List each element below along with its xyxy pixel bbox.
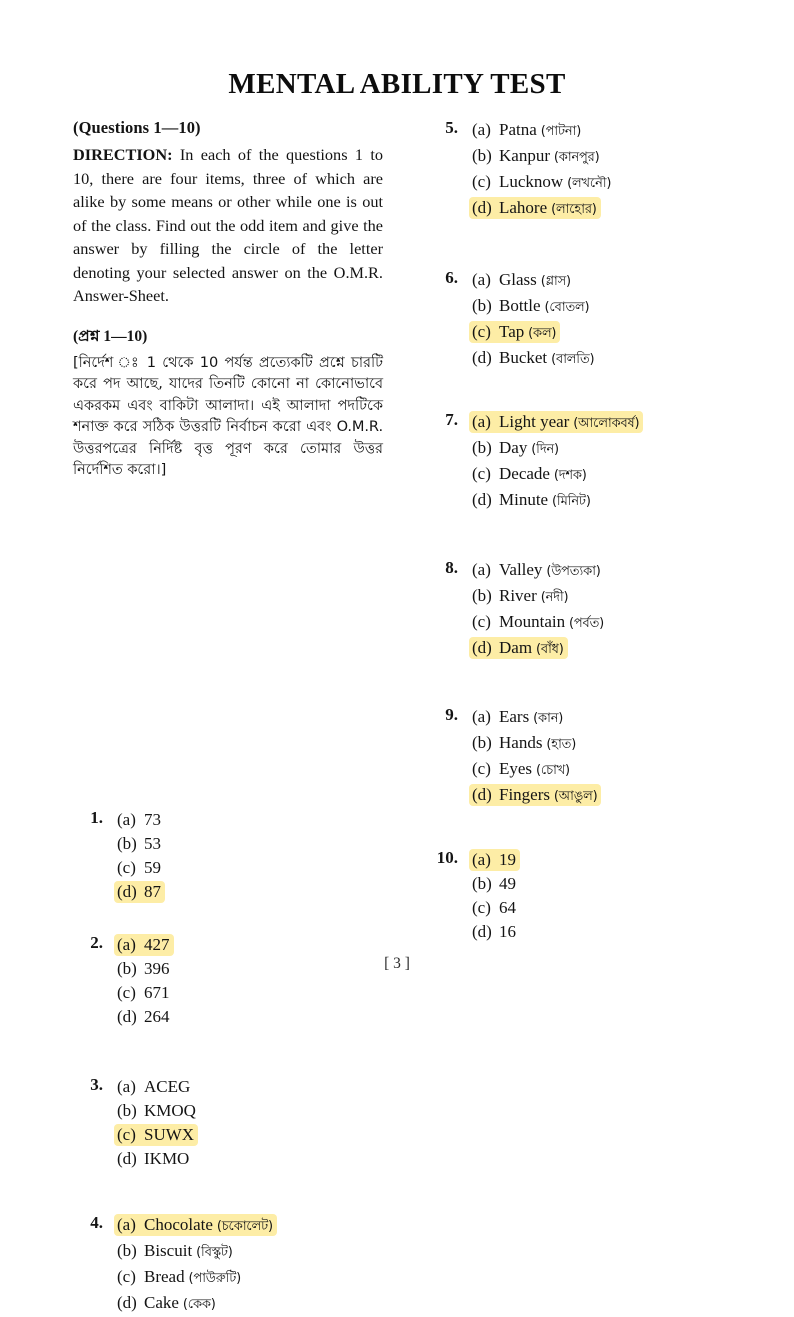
option-text: Biscuit (144, 1240, 193, 1260)
option-letter: (c) (472, 898, 491, 917)
answer-highlight (469, 637, 568, 659)
option-list (117, 808, 383, 904)
option-letter: (d) (117, 881, 137, 901)
option-text: Ears (499, 707, 530, 726)
option-row[interactable] (472, 118, 728, 144)
option-row[interactable] (472, 558, 728, 584)
option-content (114, 1240, 237, 1262)
option-letter: (a) (472, 707, 491, 726)
answer-highlight (469, 197, 601, 219)
option-letter: (c) (117, 982, 136, 1002)
option-letter: (b) (117, 1100, 137, 1120)
option-row[interactable] (117, 1291, 383, 1317)
option-text-bengali: (বোতল) (540, 300, 590, 315)
option-text: Chocolate (144, 1214, 213, 1234)
option-text: Cake (144, 1292, 179, 1312)
option-text: 671 (144, 982, 170, 1002)
option-letter: (a) (472, 412, 491, 431)
option-list (472, 705, 728, 809)
option-text: Fingers (499, 785, 550, 804)
option-list (117, 933, 383, 1029)
option-row[interactable] (472, 731, 728, 757)
option-letter: (d) (472, 348, 492, 367)
option-text-bengali: (কল) (524, 326, 557, 341)
option-text-bengali: (পর্বত) (565, 616, 604, 631)
question-number: 9. (445, 705, 458, 724)
option-letter: (b) (472, 586, 492, 605)
direction-text: In each of the questions 1 to 10, there are four items, three of which are alike by some means or other while one is out of the class. Find out the odd item and give the answer by filling the circle of the letter denoting your selected answer on the O.M.R. Answer-Sheet. (73, 145, 383, 305)
question-block (73, 1213, 383, 1317)
question-number: 1. (90, 807, 103, 827)
option-text: ACEG (144, 1076, 191, 1096)
option-row[interactable] (117, 1265, 383, 1291)
option-row[interactable] (472, 170, 728, 196)
option-text-bengali: (কেক) (178, 1296, 216, 1312)
option-content (469, 559, 605, 581)
option-text: Mountain (499, 612, 566, 631)
option-row[interactable] (117, 1123, 383, 1147)
option-letter: (c) (472, 322, 491, 341)
option-text: Eyes (499, 759, 533, 778)
option-text-bengali: (দশক) (549, 468, 587, 483)
option-row[interactable] (117, 1075, 383, 1099)
option-text: 73 (144, 809, 161, 829)
option-row[interactable] (117, 880, 383, 904)
option-letter: (b) (472, 874, 492, 893)
option-text-bengali: (নদী) (536, 590, 569, 605)
option-letter: (d) (472, 198, 492, 217)
option-letter: (d) (472, 490, 492, 509)
option-letter: (a) (472, 270, 491, 289)
option-row[interactable] (117, 1239, 383, 1265)
option-row[interactable] (472, 346, 728, 372)
option-text-bengali: (উপত্যকা) (542, 564, 601, 579)
option-text-bengali: (লাহোর) (547, 202, 597, 217)
option-row[interactable] (117, 981, 383, 1005)
option-letter: (b) (117, 1240, 137, 1260)
option-row[interactable] (472, 920, 728, 944)
questions-range-heading: (Questions 1—10) (73, 118, 201, 137)
option-content (469, 921, 520, 943)
option-content (469, 145, 603, 167)
question-number: 6. (445, 268, 458, 287)
option-row[interactable] (472, 410, 728, 436)
option-content (469, 171, 615, 193)
answer-highlight (469, 411, 643, 433)
option-content (114, 809, 165, 831)
question-number: 7. (445, 410, 458, 429)
option-text: 16 (499, 922, 516, 941)
option-row[interactable] (472, 462, 728, 488)
option-text: Minute (499, 490, 549, 509)
option-letter: (b) (472, 146, 492, 165)
option-letter: (a) (117, 934, 136, 954)
option-text-bengali: (দিন) (527, 442, 559, 457)
question-block (73, 808, 383, 904)
question-block (428, 410, 728, 514)
option-text: Lahore (499, 198, 548, 217)
option-text: IKMO (144, 1148, 190, 1168)
option-text: Decade (499, 464, 550, 483)
option-letter: (d) (117, 1148, 137, 1168)
option-letter: (c) (472, 612, 491, 631)
option-content (469, 269, 575, 291)
option-row[interactable] (472, 757, 728, 783)
question-block (428, 848, 728, 944)
option-row[interactable] (117, 1213, 383, 1239)
option-content (469, 873, 520, 895)
answer-highlight (114, 1214, 277, 1236)
option-letter: (d) (117, 1006, 137, 1026)
left-column (73, 118, 383, 1312)
option-content (469, 347, 598, 369)
option-text: Kanpur (499, 146, 550, 165)
option-text-bengali: (চকোলেট) (212, 1218, 273, 1234)
direction-paragraph (73, 143, 383, 308)
option-row[interactable] (472, 294, 728, 320)
option-text-bengali: (হাত) (542, 737, 577, 752)
question-number: 4. (90, 1212, 103, 1232)
option-text: Day (499, 438, 528, 457)
option-letter: (c) (117, 857, 136, 877)
option-content (114, 857, 165, 879)
option-content (469, 732, 580, 754)
option-letter: (a) (117, 809, 136, 829)
option-text: Patna (499, 120, 537, 139)
option-list (472, 558, 728, 662)
option-content (469, 463, 591, 485)
option-list (472, 848, 728, 944)
option-list (472, 268, 728, 372)
option-content (114, 1006, 174, 1028)
option-text-bengali: (বিস্কুট) (192, 1244, 233, 1260)
answer-highlight (114, 1124, 198, 1146)
question-block (428, 118, 728, 222)
option-text: SUWX (144, 1124, 195, 1144)
option-content (469, 585, 572, 607)
option-row[interactable] (117, 1005, 383, 1029)
answer-highlight (114, 881, 165, 903)
answer-highlight (469, 321, 560, 343)
question-number: 5. (445, 118, 458, 137)
option-text: 64 (499, 898, 516, 917)
option-content (114, 1076, 194, 1098)
option-text-bengali: (চোখ) (532, 763, 570, 778)
option-row[interactable] (472, 636, 728, 662)
option-content (469, 758, 574, 780)
option-text: Light year (499, 412, 570, 431)
option-text-bengali: (বাঁধ) (532, 642, 564, 657)
option-text: KMOQ (144, 1100, 196, 1120)
option-content (114, 833, 165, 855)
option-letter: (a) (472, 120, 491, 139)
option-letter: (b) (472, 438, 492, 457)
option-list (117, 1075, 383, 1171)
option-letter: (a) (117, 1076, 136, 1096)
option-row[interactable] (117, 808, 383, 832)
option-list (472, 118, 728, 222)
option-content (469, 706, 567, 728)
option-text-bengali: (লখনৌ) (563, 176, 612, 191)
option-text: Tap (499, 322, 525, 341)
option-letter: (b) (472, 733, 492, 752)
option-text: 53 (144, 833, 161, 853)
option-letter: (c) (472, 172, 491, 191)
question-block (428, 558, 728, 662)
option-letter: (a) (472, 850, 491, 869)
option-letter: (c) (472, 759, 491, 778)
option-row[interactable] (117, 1147, 383, 1171)
option-text: 427 (144, 934, 170, 954)
option-content (114, 1292, 220, 1314)
bengali-questions-heading: (প্রশ্ন 1—10) (73, 327, 148, 345)
option-row[interactable] (117, 832, 383, 856)
option-row[interactable] (472, 783, 728, 809)
answer-highlight (114, 934, 174, 956)
option-text: 396 (144, 958, 170, 978)
option-text: Valley (499, 560, 543, 579)
option-letter: (c) (117, 1124, 136, 1144)
option-text: 59 (144, 857, 161, 877)
option-letter: (b) (117, 958, 137, 978)
option-content (114, 982, 174, 1004)
option-row[interactable] (117, 933, 383, 957)
option-letter: (c) (117, 1266, 136, 1286)
option-text-bengali: (আলোকবর্ষ) (569, 416, 640, 431)
option-letter: (c) (472, 464, 491, 483)
option-row[interactable] (472, 436, 728, 462)
option-text: Lucknow (499, 172, 564, 191)
option-content (469, 119, 585, 141)
option-letter: (b) (117, 833, 137, 853)
question-number: 3. (90, 1074, 103, 1094)
option-text-bengali: (মিনিট) (548, 494, 591, 509)
option-row[interactable] (472, 705, 728, 731)
option-row[interactable] (472, 488, 728, 514)
option-row[interactable] (472, 896, 728, 920)
option-row[interactable] (117, 856, 383, 880)
option-text: Glass (499, 270, 537, 289)
option-row[interactable] (472, 196, 728, 222)
answer-highlight (469, 784, 601, 806)
option-letter: (a) (472, 560, 491, 579)
option-text-bengali: (পাটনা) (536, 124, 582, 139)
option-text: 87 (144, 881, 161, 901)
option-row[interactable] (472, 872, 728, 896)
option-list (472, 410, 728, 514)
option-content (469, 489, 595, 511)
question-block (73, 1075, 383, 1171)
option-letter: (d) (472, 922, 492, 941)
option-row[interactable] (472, 584, 728, 610)
option-content (469, 295, 593, 317)
option-letter: (d) (472, 638, 492, 657)
option-letter: (a) (117, 1214, 136, 1234)
option-row[interactable] (472, 610, 728, 636)
option-text-bengali: (কান) (529, 711, 564, 726)
option-row[interactable] (472, 848, 728, 872)
question-number: 8. (445, 558, 458, 577)
option-row[interactable] (472, 320, 728, 346)
question-number: 10. (436, 848, 458, 867)
option-text: Bottle (499, 296, 541, 315)
page-title: MENTAL ABILITY TEST (228, 68, 566, 100)
option-text: 264 (144, 1006, 170, 1026)
option-content (469, 437, 563, 459)
question-block (428, 705, 728, 809)
option-letter: (b) (472, 296, 492, 315)
option-text-bengali: (কানপুর) (549, 150, 600, 165)
option-text: Bread (144, 1266, 185, 1286)
option-letter: (d) (472, 785, 492, 804)
option-content (114, 1100, 200, 1122)
option-text: 19 (499, 850, 516, 869)
bengali-direction-paragraph: [নির্দেশ ঃ 1 থেকে 10 পর্যন্ত প্রত্যেকটি প্রশ্নে চারটি করে পদ আছে, যাদের তিনটি কোনো না কোনোভাবে একরকম এবং বাকিটা আলাদা। এই আলাদা পদটিকে শনাক্ত করে সঠিক উত্তরটি নির্বাচন করো এবং O.M.R. উত্তরপত্রের নির্দিষ্ট বৃত্ত পূরণ করে তোমার উত্তর নির্দেশিত করো।] (73, 353, 383, 478)
option-text: 49 (499, 874, 516, 893)
option-text-bengali: (বালতি) (547, 352, 595, 367)
option-text: River (499, 586, 537, 605)
question-block (428, 268, 728, 372)
option-content (114, 1148, 193, 1170)
direction-label: DIRECTION: (73, 145, 173, 164)
option-content (469, 897, 520, 919)
option-text-bengali: (পাউরুটি) (184, 1270, 241, 1286)
option-text-bengali: (গ্লাস) (536, 274, 571, 289)
option-text-bengali: (আঙুল) (550, 789, 598, 804)
option-letter: (d) (117, 1292, 137, 1312)
option-row[interactable] (472, 144, 728, 170)
question-number: 2. (90, 932, 103, 952)
option-row[interactable] (117, 1099, 383, 1123)
option-content (114, 1266, 245, 1288)
option-row[interactable] (472, 268, 728, 294)
option-text: Bucket (499, 348, 548, 367)
option-text: Hands (499, 733, 543, 752)
answer-highlight (469, 849, 520, 871)
option-list (117, 1213, 383, 1317)
option-text: Dam (499, 638, 533, 657)
option-content (469, 611, 608, 633)
page-number: [ 3 ] (384, 955, 410, 972)
question-block (73, 933, 383, 1029)
